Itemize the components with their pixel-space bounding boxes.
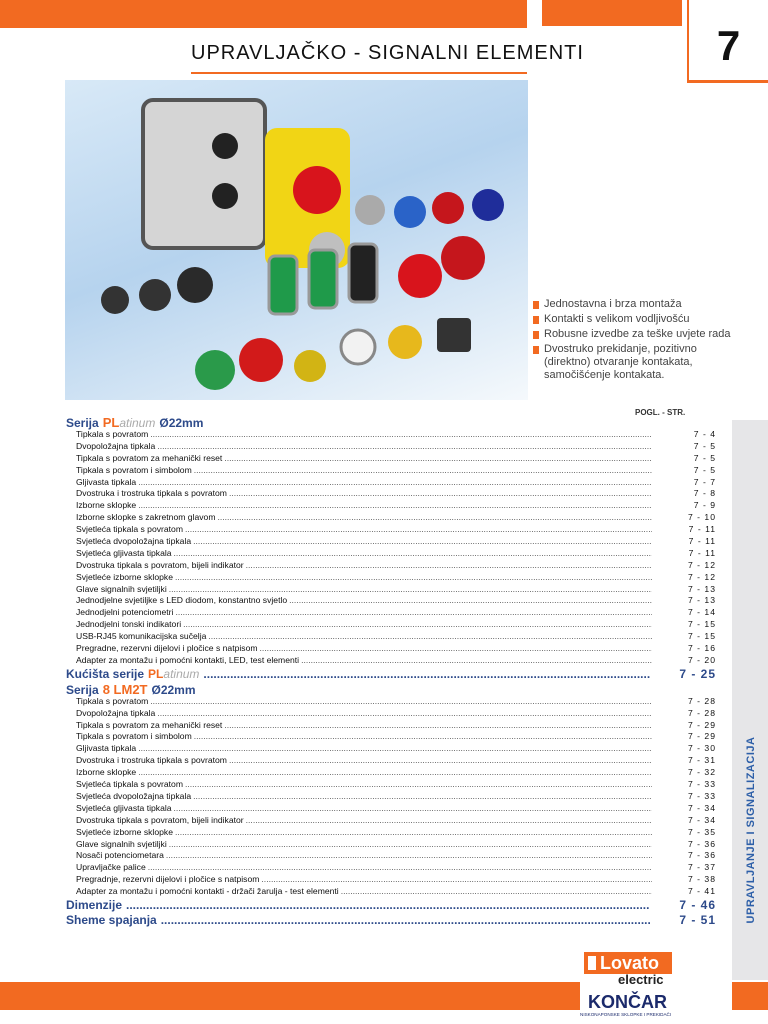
- toc-row[interactable]: [66, 791, 716, 803]
- toc-row[interactable]: [66, 743, 716, 755]
- toc-row-label: Jednodjelni potenciometri: [76, 607, 174, 618]
- koncar-logo: KONČAR: [588, 992, 667, 1012]
- toc-row[interactable]: [66, 874, 716, 886]
- toc-row-page: 7 - 5: [693, 464, 716, 475]
- toc-row-page: 7 - 30: [688, 743, 716, 754]
- product-photo: [65, 80, 528, 400]
- toc-row[interactable]: [66, 779, 716, 791]
- series1-list: [66, 429, 716, 667]
- toc-row-leader: [175, 572, 652, 584]
- toc-row-housings[interactable]: Kućišta serije PL atinum ..... 7 - 25: [66, 667, 716, 682]
- toc-row-leader: [138, 767, 652, 779]
- chapter-tab: [687, 0, 768, 83]
- toc-row-page: 7 - 36: [688, 838, 716, 849]
- toc-row-leader: [185, 779, 652, 791]
- toc-row-leader: [217, 512, 652, 524]
- top-orange-bar: [0, 0, 527, 28]
- toc-row-label: Nosači potenciometara: [76, 850, 164, 861]
- toc-row-page: 7 - 28: [688, 707, 716, 718]
- toc-row-leader: [138, 477, 652, 489]
- toc-row-label: Jednodjelne svjetiljke s LED diodom, konstantno svjetlo: [76, 595, 288, 606]
- toc-row-leader: [138, 500, 652, 512]
- toc-row-page: 7 - 5: [693, 440, 716, 451]
- toc-row[interactable]: [66, 731, 716, 743]
- toc-row-label: Gljivasta tipkala: [76, 476, 137, 487]
- feature-item: Robusne izvedbe za teške uvjete rada: [533, 328, 738, 341]
- toc-row-label: Dvostruka tipkala s povratom, bijeli indikator: [76, 814, 244, 825]
- toc-row-page: 7 - 33: [688, 779, 716, 790]
- toc-row[interactable]: [66, 524, 716, 536]
- toc-row-page: 7 - 33: [688, 790, 716, 801]
- toc-row-label: Tipkala s povratom: [76, 429, 149, 439]
- toc-row-leader: [150, 429, 652, 441]
- toc-row-page: 7 - 13: [688, 583, 716, 594]
- toc-row[interactable]: [66, 862, 716, 874]
- toc-row-page: 7 - 37: [688, 862, 716, 873]
- toc-row-page: 7 - 34: [688, 802, 716, 813]
- toc-row-label: Svjetleća dvopoložajna tipkala: [76, 790, 192, 801]
- toc-row-page: 7 - 16: [688, 643, 716, 654]
- toc-row-page: 7 - 11: [688, 524, 716, 535]
- toc-row-label: Izborne sklopke s zakretnom glavom: [76, 512, 216, 523]
- toc-row[interactable]: [66, 886, 716, 898]
- toc-row[interactable]: [66, 696, 716, 708]
- toc-row-label: Glave signalnih svjetiljki: [76, 838, 167, 849]
- toc-row[interactable]: [66, 839, 716, 851]
- toc-row[interactable]: [66, 631, 716, 643]
- toc-row-page: 7 - 41: [688, 886, 716, 897]
- toc-row-leader: [208, 631, 652, 643]
- series-heading-lm2t: Serija 8 LM2T Ø22mm: [66, 681, 196, 697]
- toc-row[interactable]: [66, 572, 716, 584]
- toc-row-leader: [246, 815, 652, 827]
- toc-row[interactable]: [66, 595, 716, 607]
- toc-row-page: 7 - 31: [688, 755, 716, 766]
- toc-row-leader: [169, 839, 652, 851]
- toc-row[interactable]: [66, 453, 716, 465]
- toc-row-leader: [166, 850, 652, 862]
- toc-row-leader: [175, 607, 652, 619]
- toc-row[interactable]: [66, 488, 716, 500]
- toc-row-leader: [174, 548, 652, 560]
- toc-row-leader: [194, 465, 652, 477]
- toc-row-leader: [169, 584, 652, 596]
- toc-row[interactable]: [66, 708, 716, 720]
- toc-row-page: 7 - 29: [688, 719, 716, 730]
- toc-row-page: 7 - 11: [688, 547, 716, 558]
- toc-row[interactable]: [66, 827, 716, 839]
- toc-row-page: 7 - 4: [693, 429, 716, 439]
- toc-row-leader: [289, 595, 652, 607]
- toc-row-label: Pregradnje, rezervni dijelovi i pločice s natpisom: [76, 874, 260, 885]
- toc-row-label: Adapter za montažu i pomoćni kontakti, LED, test elementi: [76, 654, 300, 665]
- toc-row-label: Svjetleća gljivasta tipkala: [76, 547, 172, 558]
- table-of-contents: [66, 415, 716, 928]
- toc-row[interactable]: [66, 512, 716, 524]
- toc-row-page: 7 - 36: [688, 850, 716, 861]
- toc-row[interactable]: [66, 619, 716, 631]
- feature-item: Jednostavna i brza montaža: [533, 298, 738, 311]
- title-underline: [191, 72, 527, 74]
- toc-row[interactable]: [66, 643, 716, 655]
- toc-row[interactable]: [66, 500, 716, 512]
- toc-row-page: 7 - 20: [688, 654, 716, 665]
- toc-row[interactable]: [66, 465, 716, 477]
- toc-row-page: 7 - 32: [688, 767, 716, 778]
- toc-row[interactable]: [66, 536, 716, 548]
- feature-item: Kontakti s velikom vodljivošću: [533, 313, 738, 326]
- bullet-icon: [533, 346, 539, 354]
- toc-row-label: Tipkala s povratom za mehanički reset: [76, 719, 223, 730]
- toc-row-label: Dvostruka tipkala s povratom, bijeli indikator: [76, 559, 244, 570]
- side-label: UPRAVLJANJE I SIGNALIZACIJA: [745, 736, 757, 924]
- toc-row-label: Tipkala s povratom: [76, 695, 149, 706]
- toc-row-leader: [193, 791, 652, 803]
- toc-row-label: Dvopoložajna tipkala: [76, 440, 156, 451]
- toc-row-label: Izborne sklopke: [76, 767, 137, 778]
- toc-row[interactable]: [66, 850, 716, 862]
- toc-row-leader: [148, 862, 652, 874]
- toc-row-leader: [229, 755, 652, 767]
- toc-row-label: Dvopoložajna tipkala: [76, 707, 156, 718]
- toc-row-page: 7 - 35: [688, 826, 716, 837]
- toc-row-leader: [175, 827, 652, 839]
- toc-row-label: Pregradne, rezervni dijelovi i pločice s natpisom: [76, 643, 258, 654]
- toc-row-page: 7 - 9: [693, 500, 716, 511]
- toc-row-leader: [261, 874, 652, 886]
- toc-row-label: Dvostruka i trostruka tipkala s povratom: [76, 488, 227, 499]
- toc-row-label: Svjetleće izborne sklopke: [76, 826, 173, 837]
- toc-row[interactable]: [66, 755, 716, 767]
- toc-row-leader: [185, 524, 652, 536]
- toc-row-page: 7 - 13: [688, 595, 716, 606]
- toc-row-leader: [138, 743, 652, 755]
- toc-row-leader: [229, 488, 652, 500]
- toc-row-leader: [174, 803, 652, 815]
- toc-row-page: 7 - 29: [688, 731, 716, 742]
- bottom-right-band: [732, 982, 768, 1010]
- toc-row-leader: [193, 536, 652, 548]
- feature-item: Dvostruko prekidanje, pozitivno (direktno) otvaranje kontakata, samočišćenje kontakata.: [533, 343, 738, 382]
- toc-row[interactable]: [66, 441, 716, 453]
- toc-row-leader: [246, 560, 652, 572]
- toc-row-page: 7 - 8: [693, 488, 716, 499]
- toc-row-label: Jednodjelni tonski indikatori: [76, 619, 182, 630]
- toc-row-label: USB-RJ45 komunikacijska sučelja: [76, 631, 207, 642]
- toc-row[interactable]: [66, 477, 716, 489]
- toc-row[interactable]: [66, 560, 716, 572]
- toc-row-label: Tipkala s povratom i simbolom: [76, 731, 192, 742]
- toc-row[interactable]: [66, 803, 716, 815]
- toc-row-page: 7 - 34: [688, 814, 716, 825]
- toc-row-leader: [150, 696, 652, 708]
- toc-row-page: 7 - 15: [688, 619, 716, 630]
- toc-row[interactable]: [66, 429, 716, 441]
- toc-row-label: Svjetleća tipkala s povratom: [76, 779, 183, 790]
- series-heading-platinum: Serija PL atinum Ø22mm: [66, 415, 204, 430]
- bullet-icon: [533, 331, 539, 339]
- top-orange-bar-right: [542, 0, 682, 26]
- toc-row-page: 7 - 14: [688, 607, 716, 618]
- toc-row-label: Glave signalnih svjetiljki: [76, 583, 167, 594]
- toc-row-label: Svjetleća gljivasta tipkala: [76, 802, 172, 813]
- toc-row-wiring[interactable]: Sheme spajanja ..... 7 - 51: [66, 913, 716, 928]
- toc-row-page: 7 - 5: [693, 452, 716, 463]
- toc-row[interactable]: [66, 767, 716, 779]
- toc-row-page: 7 - 11: [688, 536, 716, 547]
- toc-row-leader: [224, 720, 652, 732]
- toc-row-page: 7 - 12: [688, 559, 716, 570]
- toc-row-page: 7 - 12: [688, 571, 716, 582]
- lovato-logo-sub: electric: [618, 972, 664, 987]
- toc-row-page: 7 - 15: [688, 631, 716, 642]
- toc-row-page: 7 - 7: [693, 476, 716, 487]
- toc-row-label: Svjetleće izborne sklopke: [76, 571, 173, 582]
- toc-row-page: 7 - 28: [688, 695, 716, 706]
- koncar-logo-sub: NISKONAPONSKE SKLOPKE I PREKIDAČI: [580, 1012, 672, 1017]
- series2-list: [66, 696, 716, 898]
- column-header: POGL. - STR.: [635, 408, 686, 417]
- toc-row-leader: [301, 655, 652, 667]
- toc-row-leader: [157, 708, 652, 720]
- toc-row[interactable]: [66, 584, 716, 596]
- lovato-logo: Lovato: [584, 952, 672, 974]
- toc-row-page: 7 - 10: [688, 512, 716, 523]
- bottom-orange-bar: [0, 982, 580, 1010]
- page-title: UPRAVLJAČKO - SIGNALNI ELEMENTI: [191, 42, 584, 64]
- toc-row-leader: [157, 441, 652, 453]
- bullet-icon: [533, 316, 539, 324]
- toc-row[interactable]: [66, 607, 716, 619]
- toc-row-label: Tipkala s povratom za mehanički reset: [76, 452, 223, 463]
- chapter-number: 7: [716, 22, 741, 69]
- toc-row[interactable]: [66, 655, 716, 667]
- toc-row-leader: [224, 453, 652, 465]
- toc-row-label: Izborne sklopke: [76, 500, 137, 511]
- toc-row[interactable]: [66, 548, 716, 560]
- bullet-icon: [533, 301, 539, 309]
- toc-row-leader: [260, 643, 652, 655]
- toc-row-leader: [194, 731, 652, 743]
- toc-row-label: Svjetleća tipkala s povratom: [76, 524, 183, 535]
- toc-row-leader: [183, 619, 652, 631]
- toc-row-dimensions[interactable]: Dimenzije ..... 7 - 46: [66, 898, 716, 913]
- toc-row[interactable]: [66, 815, 716, 827]
- toc-row-label: Svjetleća dvopoložajna tipkala: [76, 536, 192, 547]
- toc-row-label: Upravljačke palice: [76, 862, 146, 873]
- toc-row-label: Dvostruka i trostruka tipkala s povratom: [76, 755, 227, 766]
- toc-row[interactable]: [66, 720, 716, 732]
- toc-row-label: Tipkala s povratom i simbolom: [76, 464, 192, 475]
- toc-row-leader: [341, 886, 652, 898]
- toc-row-page: 7 - 38: [688, 874, 716, 885]
- feature-list: [533, 298, 738, 384]
- toc-row-label: Gljivasta tipkala: [76, 743, 137, 754]
- toc-row-label: Adapter za montažu i pomoćni kontakti - držači žarulja - test elementi: [76, 886, 339, 897]
